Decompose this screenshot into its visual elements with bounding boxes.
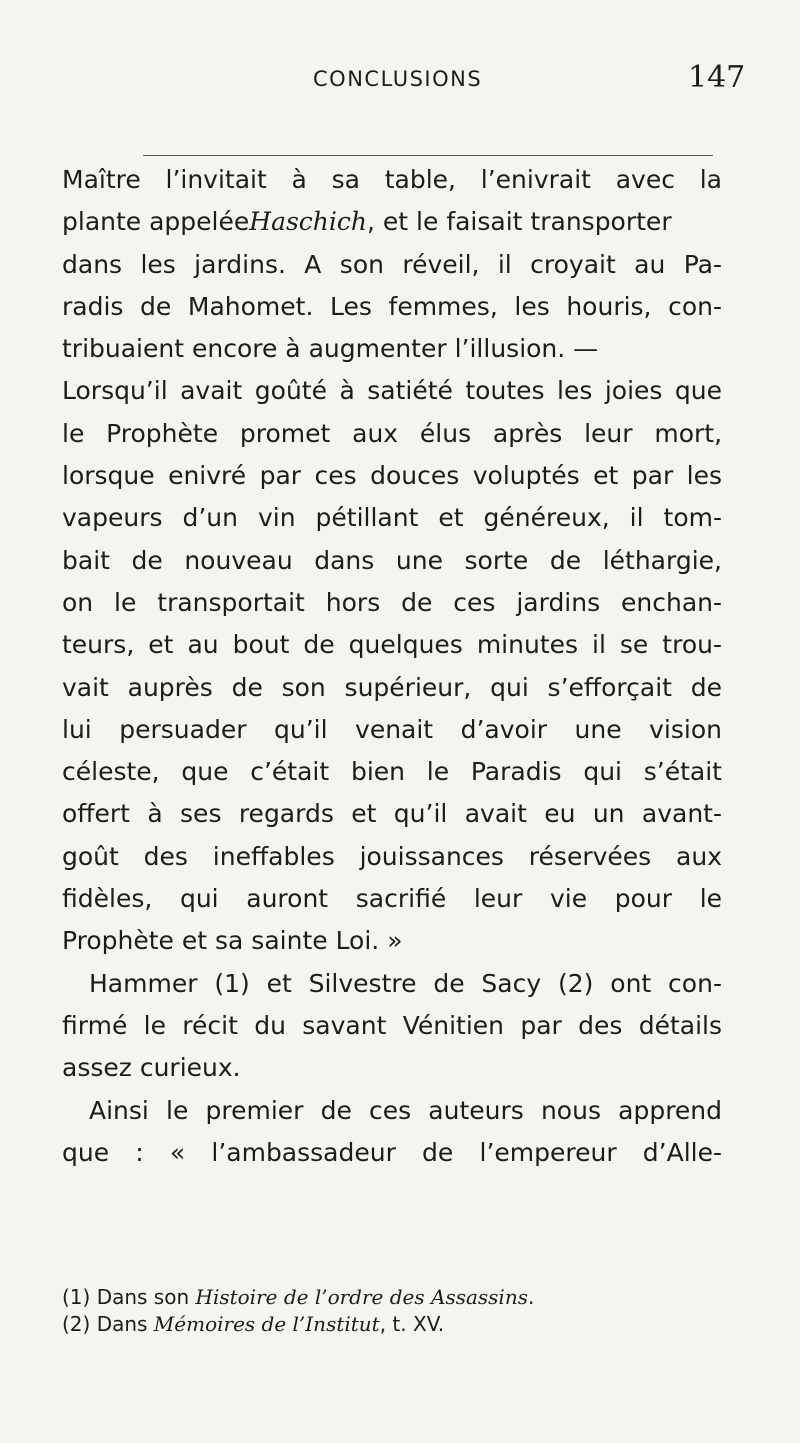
text-line: teurs, et au bout de quelques minutes il se trou- [62,630,723,660]
text-line: radis de Mahomet. Les femmes, les houris, con- [62,291,723,321]
text-line: Lorsqu’il avait goûté à satiété toutes les joies que [62,376,722,406]
text-line: vapeurs d’un vin pétillant et généreux, il tom- [62,503,723,533]
text-line: assez curieux. [62,1053,241,1083]
text-line: céleste, que c’était bien le Paradis qui s’était [62,757,722,787]
text-line: Ainsi le premier de ces auteurs nous apprend [89,1095,723,1125]
text-line: plante appeléeHaschich, et le faisait transporter [62,202,722,244]
text-line: que : « l’ambassadeur de l’empereur d’Alle- [62,1137,723,1167]
text-line: offert à ses regards et qu’il avait eu un avant- [62,799,722,829]
text-line: fidèles, qui auront sacrifié leur vie pour le [62,884,723,914]
text-line: lui persuader qu’il venait d’avoir une vision [62,714,722,744]
footnote-title: Mémoires de l’Institut [153,1312,380,1336]
text-line: lorsque enivré par ces douces voluptés et par les [62,461,723,491]
page-header [0,62,800,102]
text-line: Hammer (1) et Silvestre de Sacy (2) ont con- [89,968,722,998]
text-line: tribuaient encore à augmenter l’illusion. — [62,334,599,364]
text-line: Prophète et sa sainte Loi. » [62,926,403,956]
text-line: le Prophète promet aux élus après leur mort, [62,418,723,448]
text-line: firmé le récit du savant Vénitien par des détails [62,1010,723,1040]
footnotes [62,1284,722,1338]
body-text [62,160,722,1175]
text-line: Maître l’invitait à sa table, l’enivrait avec la [62,165,722,194]
footnote-1: (1) Dans son Histoire de l’ordre des Assassins. [62,1285,535,1309]
italic-term: Haschich [249,207,368,237]
text-line: bait de nouveau dans une sorte de léthargie, [62,545,722,575]
footnote-2: (2) Dans Mémoires de l’Institut, t. XV. [62,1312,445,1336]
running-title: CONCLUSIONS [313,67,483,91]
page-number: 147 [688,60,746,95]
footnote-title: Histoire de l’ordre des Assassins [195,1285,528,1309]
text-line: on le transportait hors de ces jardins enchan- [62,587,723,617]
header-rule [143,155,713,156]
text-line: dans les jardins. A son réveil, il croyait au Pa- [62,249,722,279]
text-line: vait auprès de son supérieur, qui s’efforçait de [62,672,723,702]
text-line: goût des ineffables jouissances réservées aux [62,841,722,871]
